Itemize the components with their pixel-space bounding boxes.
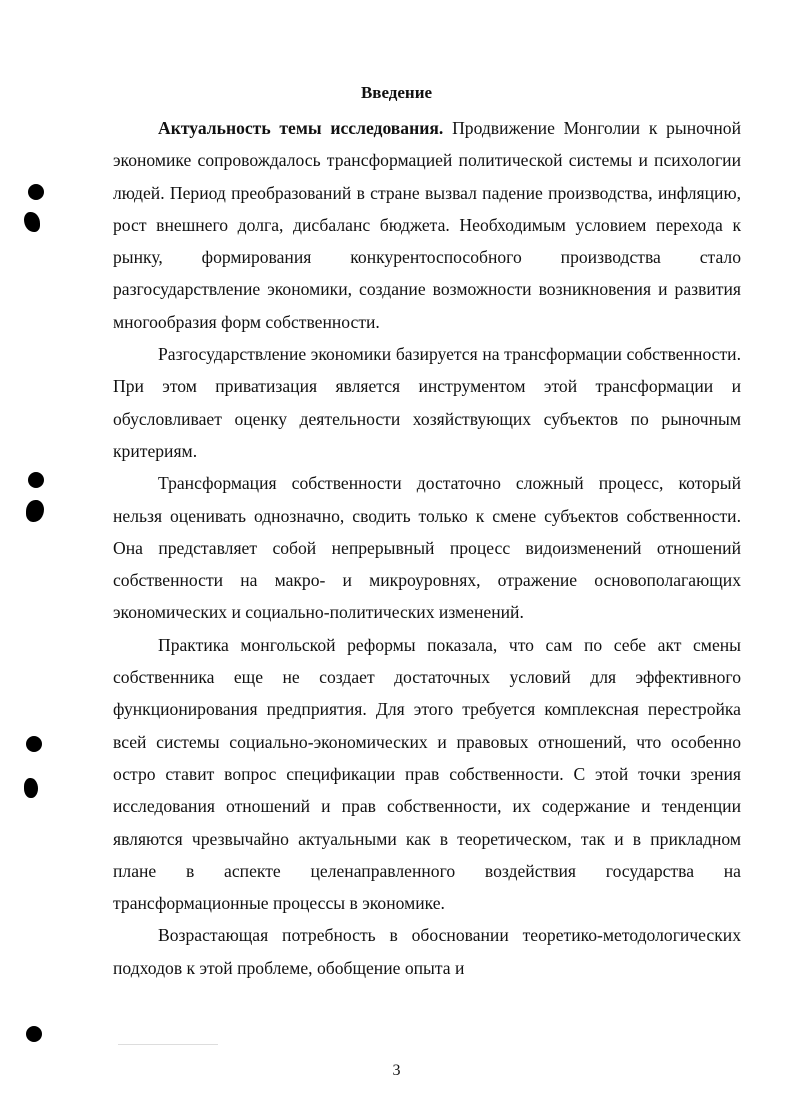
ink-blot-2 [26,500,44,522]
paragraph-1-text: Продвижение Монголии к рыночной экономике сопровождалось трансформацией политической системы и психологии людей. Период преобразований в стране вызвал падение производства, инфляцию, рост внешнего долга, дисбаланс бюджета. Необходимым условием перехода к рынку, формирования конкурентоспособного производства стало разгосударствление экономики, создание возможности возникновения и развития многообразия форм собственности. [113,118,741,332]
paragraph-5: Возрастающая потребность в обосновании теоретико-методологических подходов к этой проблеме, обобщение опыта и [113,925,741,978]
section-title: Введение [360,83,433,102]
body-text [113,112,741,984]
punch-hole-1 [28,184,44,200]
punch-hole-2 [28,472,44,488]
paragraph-2: Разгосударствление экономики базируется на трансформации собственности. При этом приватизация является инструментом этой трансформации и обусловливает оценку деятельности хозяйствующих субъектов по рыночным критериям. [113,344,741,461]
ink-blot-1 [24,212,40,232]
scan-artifact-line [118,1044,218,1045]
page-number: 3 [392,1062,401,1079]
paragraph-4: Практика монгольской реформы показала, что сам по себе акт смены собственника еще не создает достаточных условий для эффективного функционирования предприятия. Для этого требуется комплексная перестройка всей системы социально-экономических и правовых отношений, что особенно остро ставит вопрос спецификации прав собственности. С этой точки зрения исследования отношений и прав собственности, их содержание и тенденции являются чрезвычайно актуальными как в теоретическом, так и в прикладном плане в аспекте целенаправленного воздействия государства на трансформационные процессы в экономике. [113,634,741,914]
paragraph-1-lead: Актуальность темы исследования. [158,118,444,138]
punch-hole-3 [26,736,42,752]
ink-blot-3 [24,778,38,798]
punch-hole-4 [26,1026,42,1042]
paragraph-1 [113,112,741,338]
paragraph-3: Трансформация собственности достаточно сложный процесс, который нельзя оценивать однозначно, сводить только к смене субъектов собственности. Она представляет собой непрерывный процесс видоизменений отношений собственности на макро- и микроуровнях, отражение основополагающих экономических и социально-политических изменений. [113,473,741,623]
